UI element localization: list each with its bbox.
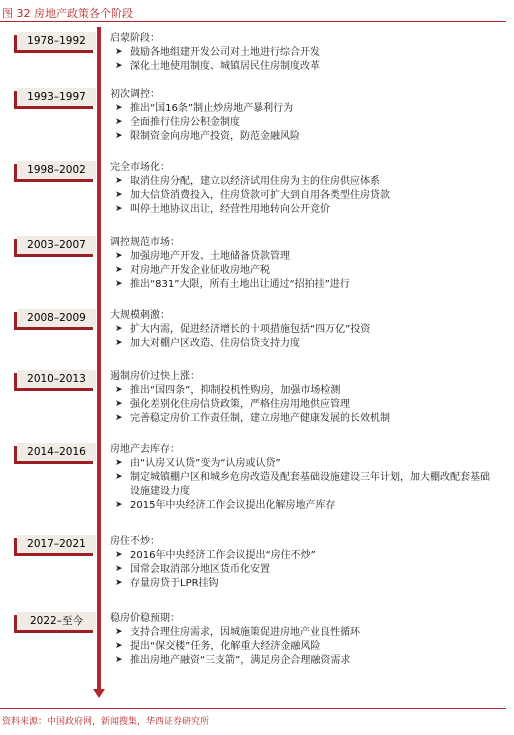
stage-heading: 遏制房价过快上涨： — [110, 371, 200, 382]
figure-title: 图 32 房地产政策各个阶段 — [2, 7, 133, 20]
bullet-text: 加大信贷消费投入，住房贷款可扩大到自用各类型住房贷款 — [130, 190, 390, 201]
bullet-text: 推出房地产融资“三支箭”，满足房企合理融资需求 — [130, 655, 351, 666]
period-label: 2008–2009 — [17, 309, 96, 327]
policy-bullet — [110, 577, 496, 591]
bullet-text: 鼓励各地组建开发公司对土地进行综合开发 — [130, 47, 320, 58]
policy-bullet — [110, 457, 496, 471]
bullet-text: 限制资金向房地产投资，防范金融风险 — [130, 131, 300, 142]
policy-bullet — [110, 412, 496, 426]
period-label: 1993–1997 — [17, 88, 96, 106]
bullet-text: 强化差别化住房信贷政策，严格住房用地供应管理 — [130, 399, 350, 410]
policy-bullet — [110, 189, 496, 203]
stage-block — [110, 370, 496, 426]
policy-bullet — [110, 60, 496, 74]
policy-bullet — [110, 384, 496, 398]
bullet-text: 存量房贷于LPR挂钩 — [130, 578, 219, 589]
bullet-text: 取消住房分配，建立以经济试用住房为主的住房供应体系 — [130, 176, 380, 187]
bullet-text: 叫停土地协议出让，经营性用地转向公开竞价 — [130, 204, 330, 215]
policy-bullet — [110, 626, 496, 640]
figure-source: 资料来源：中国政府网，新闻搜集，华西证券研究所 — [2, 717, 210, 727]
bullet-arrow-icon: ➤ — [115, 338, 123, 348]
policy-bullet — [110, 278, 496, 292]
period-label: 1998–2002 — [17, 161, 96, 179]
policy-bullet — [110, 323, 496, 337]
stage-heading: 稳房价稳预期： — [110, 613, 180, 624]
policy-bullet — [110, 250, 496, 264]
bullet-arrow-icon: ➤ — [115, 564, 123, 574]
bullet-text: 全面推行住房公积金制度 — [130, 117, 240, 128]
bullet-arrow-icon: ➤ — [115, 47, 123, 57]
bullet-text: 推出“831”大限，所有土地出让通过“招拍挂”进行 — [130, 279, 350, 290]
stage-block — [110, 612, 496, 668]
stage-heading: 大规模刺激： — [110, 310, 170, 321]
stage-heading: 启蒙阶段： — [110, 33, 160, 44]
title-divider — [0, 21, 506, 22]
stage-block — [110, 443, 496, 513]
period-label: 2017–2021 — [17, 535, 96, 553]
bullet-arrow-icon: ➤ — [115, 61, 123, 71]
bullet-arrow-icon: ➤ — [115, 578, 123, 588]
stage-block — [110, 32, 496, 74]
policy-bullet — [110, 116, 496, 130]
stage-block — [110, 309, 496, 351]
stage-heading: 房住不炒： — [110, 536, 160, 547]
bullet-arrow-icon: ➤ — [115, 399, 123, 409]
bullet-arrow-icon: ➤ — [115, 190, 123, 200]
stage-block — [110, 535, 496, 591]
bullet-arrow-icon: ➤ — [115, 131, 123, 141]
bullet-arrow-icon: ➤ — [115, 279, 123, 289]
policy-bullet — [110, 654, 496, 668]
policy-bullet — [110, 175, 496, 189]
bullet-text: 推出“国16条”制止炒房地产暴利行为 — [130, 103, 294, 114]
stage-block — [110, 236, 496, 292]
policy-bullet — [110, 130, 496, 144]
bullet-text: 由“认房又认贷”变为“认房或认贷” — [130, 458, 281, 469]
policy-bullet — [110, 499, 496, 513]
bullet-arrow-icon: ➤ — [115, 627, 123, 637]
stage-heading: 调控规范市场： — [110, 237, 180, 248]
bullet-arrow-icon: ➤ — [115, 413, 123, 423]
stage-block — [110, 161, 496, 217]
bullet-arrow-icon: ➤ — [115, 472, 123, 482]
period-label: 1978–1992 — [17, 32, 96, 50]
policy-bullet — [110, 563, 496, 577]
bullet-arrow-icon: ➤ — [115, 324, 123, 334]
bullet-arrow-icon: ➤ — [115, 251, 123, 261]
bullet-arrow-icon: ➤ — [115, 550, 123, 560]
bullet-text: 2015年中央经济工作会议提出化解房地产库存 — [130, 500, 336, 511]
policy-bullet — [110, 203, 496, 217]
period-label: 2022–至今 — [17, 612, 96, 630]
bullet-arrow-icon: ➤ — [115, 265, 123, 275]
bullet-text: 扩大内需，促进经济增长的十项措施包括“四万亿”投资 — [130, 324, 371, 335]
policy-bullet — [110, 549, 496, 563]
policy-bullet — [110, 264, 496, 278]
stage-heading: 初次调控： — [110, 89, 160, 100]
bullet-text: 完善稳定房价工作责任制，建立房地产健康发展的长效机制 — [130, 413, 390, 424]
bullet-text: 2016年中央经济工作会议提出“房住不炒” — [130, 550, 316, 561]
source-divider — [0, 708, 506, 709]
bullet-text: 加大对棚户区改造、住房信贷支持力度 — [130, 338, 300, 349]
bullet-arrow-icon: ➤ — [115, 500, 123, 510]
bullet-text: 对房地产开发企业征收房地产税 — [130, 265, 270, 276]
bullet-text: 深化土地使用制度、城镇居民住房制度改革 — [130, 61, 320, 72]
stage-heading: 完全市场化： — [110, 162, 170, 173]
bullet-text: 支持合理住房需求，因城施策促进房地产业良性循环 — [130, 627, 360, 638]
bullet-arrow-icon: ➤ — [115, 103, 123, 113]
bullet-arrow-icon: ➤ — [115, 655, 123, 665]
stage-block — [110, 88, 496, 144]
timeline-arrow-icon — [93, 689, 105, 698]
timeline-axis — [97, 27, 101, 690]
stage-heading: 房地产去库存： — [110, 444, 180, 455]
bullet-text: 提出“保交楼”任务，化解重大经济金融风险 — [130, 641, 321, 652]
policy-bullet — [110, 102, 496, 116]
policy-bullet — [110, 46, 496, 60]
policy-bullet — [110, 398, 496, 412]
bullet-arrow-icon: ➤ — [115, 458, 123, 468]
policy-bullet — [110, 640, 496, 654]
bullet-arrow-icon: ➤ — [115, 117, 123, 127]
policy-bullet — [110, 471, 496, 499]
bullet-text: 制定城镇棚户区和城乡危房改造及配套基础设施建设三年计划，加大棚改配套基础设施建设力度 — [130, 472, 490, 497]
bullet-arrow-icon: ➤ — [115, 204, 123, 214]
bullet-arrow-icon: ➤ — [115, 385, 123, 395]
bullet-arrow-icon: ➤ — [115, 641, 123, 651]
period-label: 2014–2016 — [17, 443, 96, 461]
bullet-text: 加强房地产开发、土地储备贷款管理 — [130, 251, 290, 262]
bullet-text: 国常会取消部分地区货币化安置 — [130, 564, 270, 575]
bullet-arrow-icon: ➤ — [115, 176, 123, 186]
policy-bullet — [110, 337, 496, 351]
bullet-text: 推出“国四条”，抑制投机性购房，加强市场检测 — [130, 385, 341, 396]
period-label: 2010–2013 — [17, 370, 96, 388]
period-label: 2003–2007 — [17, 236, 96, 254]
